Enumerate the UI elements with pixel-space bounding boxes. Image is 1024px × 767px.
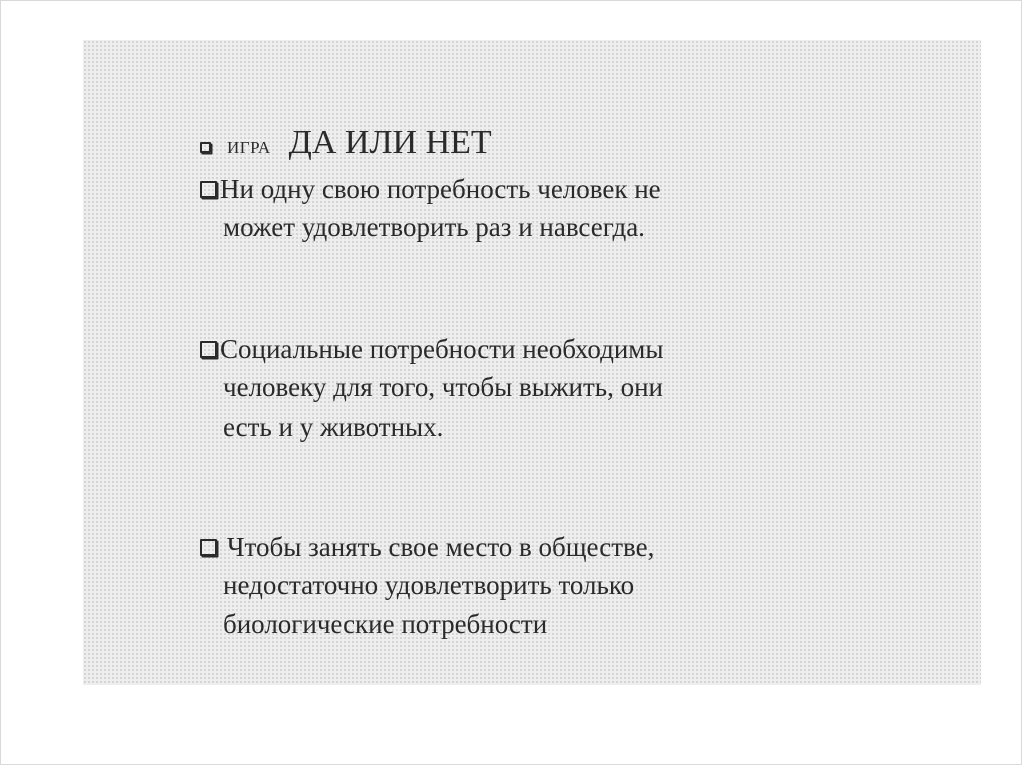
slide <box>83 40 981 685</box>
checkbox-square-icon <box>200 539 217 556</box>
slide-title <box>200 126 492 160</box>
title-small-label: ИГРА <box>227 138 271 157</box>
list-item-3-line-2: недостаточно удовлетворить только <box>223 570 635 600</box>
title-big-label: ДА ИЛИ НЕТ <box>288 124 492 161</box>
list-item-text: Ни одну свою потребность человек не <box>220 174 661 204</box>
checkbox-square-icon <box>200 142 211 153</box>
list-item-1-line-1 <box>200 176 661 203</box>
list-item-2-line-2: человеку для того, чтобы выжить, они <box>223 372 663 402</box>
list-item-1-line-2: может удовлетворить раз и навсегда. <box>223 212 645 242</box>
list-item-2-line-3: есть и у животных. <box>223 412 444 442</box>
list-item-text: Социальные потребности необходимы <box>220 334 664 364</box>
list-item-text: Чтобы занять свое место в обществе, <box>227 532 655 562</box>
checkbox-square-icon <box>200 341 217 358</box>
list-item-2-line-1 <box>200 336 664 363</box>
checkbox-square-icon <box>200 181 217 198</box>
list-item-3-line-1 <box>200 534 654 561</box>
list-item-3-line-3: биологические потребности <box>223 609 548 639</box>
